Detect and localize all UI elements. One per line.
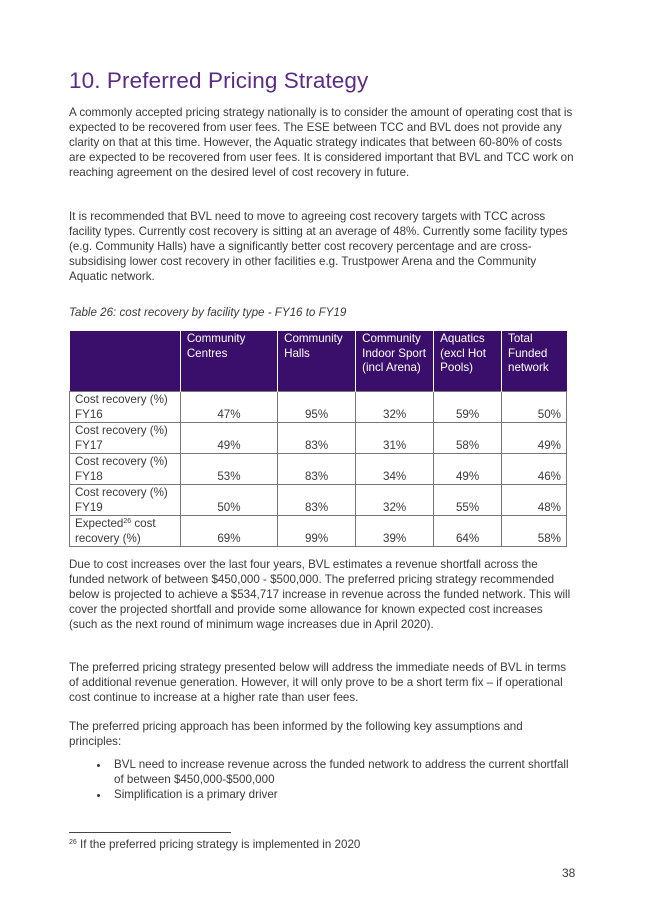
table-header-cell: Total Funded network [502,331,567,392]
footnote [69,838,360,851]
table-cell: 95% [278,392,356,423]
table-cell: 50% [502,392,567,423]
row-label: Cost recovery (%) FY16 [70,392,181,423]
list-item: • BVL need to increase revenue across the funded network to address the current shortfall of between $450,000-$500,000 [110,757,574,787]
list-item: • Simplification is a primary driver [110,787,574,802]
table-row [70,423,567,454]
table-cell: 59% [434,392,502,423]
paragraph-strategy-needs: The preferred pricing strategy presented below will address the immediate needs of BVL in terms of additional revenue generation. However, it will only prove to be a short term fix – if operational cost continue to increase at a higher rate than user fees. [69,661,567,704]
paragraph-revenue-shortfall: Due to cost increases over the last four years, BVL estimates a revenue shortfall across the funded network of between $450,000 - $500,000. The preferred pricing strategy recommended below is projected to achieve a $534,717 increase in revenue across the funded network. This will cover the projected shortfall and provide some allowance for known expected cost increases (such as the next round of minimum wage increases due in April 2020). [69,558,571,631]
table-row [70,392,567,423]
table-header-cell: Community Centres [180,331,277,392]
table-row [70,485,567,516]
footnote-text: If the preferred pricing strategy is implemented in 2020 [76,838,361,851]
row-label: Cost recovery (%) FY18 [70,454,181,485]
assumptions-list [69,757,574,802]
table-cell: 32% [356,392,434,423]
footnote-divider [69,832,231,833]
table-cell: 83% [278,485,356,516]
table-caption: Table 26: cost recovery by facility type - FY16 to FY19 [69,306,347,319]
table-cell: 50% [180,485,277,516]
table-cell: 49% [434,454,502,485]
table-cell: 58% [502,516,567,547]
table-cell: 39% [356,516,434,547]
table-cell: 49% [502,423,567,454]
footnote-reference: 26 [123,518,132,525]
row-label: Cost recovery (%) FY17 [70,423,181,454]
table-row-expected [70,516,567,547]
cost-recovery-table [69,331,567,547]
row-label-text: Expected [75,517,124,530]
table-header-row [70,331,567,392]
table-cell: 64% [434,516,502,547]
table-cell: 58% [434,423,502,454]
paragraph-assumptions-intro: The preferred pricing approach has been informed by the following key assumptions and principles: [69,720,523,748]
page-number: 38 [562,866,576,880]
table-cell: 31% [356,423,434,454]
table-cell: 99% [278,516,356,547]
table-header-cell: Community Indoor Sport (incl Arena) [356,331,434,392]
table-cell: 32% [356,485,434,516]
table-header-cell [70,331,181,392]
table-header-cell: Community Halls [278,331,356,392]
table-row [70,454,567,485]
row-label [70,516,181,547]
table-cell: 47% [180,392,277,423]
table-cell: 46% [502,454,567,485]
paragraph-cost-recovery-intro: A commonly accepted pricing strategy nationally is to consider the amount of operating cost that is expected to be recovered from user fees. The ESE between TCC and BVL does not provide any clarity on that at this time. However, the Aquatic strategy indicates that between 60-80% of costs are expected to be recovered from user fees. It is considered important that BVL and TCC work on reaching agreement on the desired level of cost recovery in future. [69,106,574,179]
table-cell: 34% [356,454,434,485]
footnote-marker: 26 [69,839,77,846]
row-label-text: cost recovery (%) [75,517,156,545]
table-cell: 49% [180,423,277,454]
row-label: Cost recovery (%) FY19 [70,485,181,516]
table-cell: 83% [278,423,356,454]
table-cell: 55% [434,485,502,516]
section-heading: 10. Preferred Pricing Strategy [69,68,369,93]
table-cell: 48% [502,485,567,516]
table-cell: 53% [180,454,277,485]
paragraph-recommendation: It is recommended that BVL need to move to agreeing cost recovery targets with TCC across facility types. Currently cost recovery is sitting at an average of 48%. Currently some facility types (e.g. Community Halls) have a significantly better cost recovery percentage and are cross-subsidising lower cost recovery in other facilities e.g. Trustpower Arena and the Community Aquatic network. [69,210,568,283]
table-cell: 83% [278,454,356,485]
table-cell: 69% [180,516,277,547]
table-header-cell: Aquatics (excl Hot Pools) [434,331,502,392]
